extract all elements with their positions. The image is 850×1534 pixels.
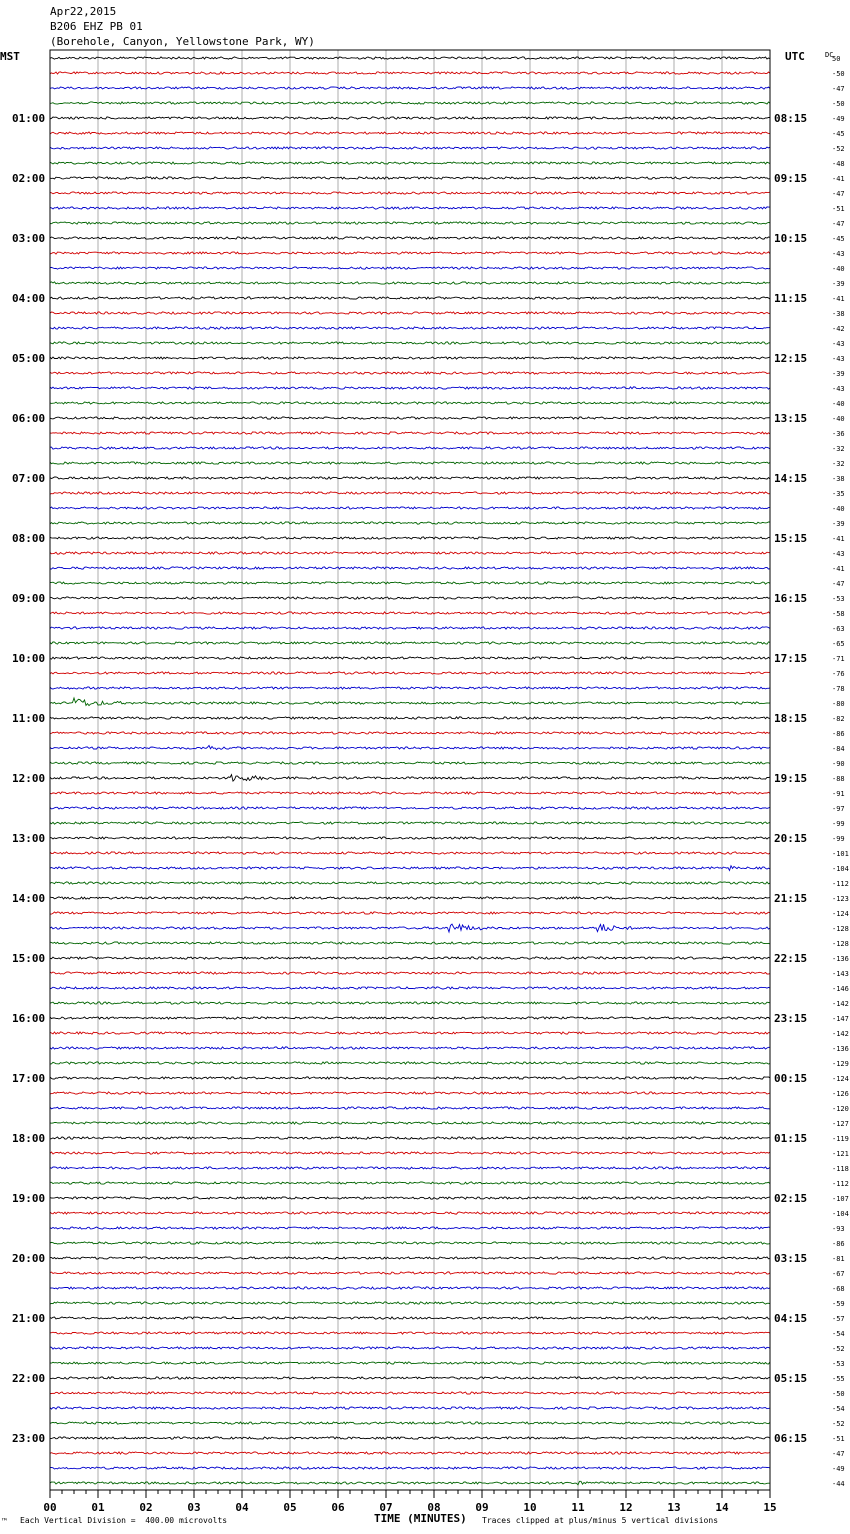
dc-offset-label: -43 <box>832 385 845 393</box>
left-hour-label: 22:00 <box>12 1372 46 1385</box>
header-station: B206 EHZ PB 01 <box>50 20 143 33</box>
dc-offset-label: -124 <box>832 1075 849 1083</box>
trace-row-46 <box>50 746 770 750</box>
trace-row-33 <box>50 552 770 554</box>
left-hour-label: 15:00 <box>12 952 46 965</box>
x-tick-label: 08 <box>427 1501 441 1514</box>
trace-row-92 <box>50 1437 770 1439</box>
dc-offset-label: -65 <box>832 640 845 648</box>
dc-offset-label: -47 <box>832 580 845 588</box>
right-hour-label: 04:15 <box>774 1312 808 1325</box>
trace-row-28 <box>50 477 770 479</box>
x-tick-label: 11 <box>571 1501 585 1514</box>
x-tick-label: 12 <box>619 1501 633 1514</box>
trace-row-26 <box>50 447 770 449</box>
left-hour-label: 01:00 <box>12 112 46 125</box>
trace-row-68 <box>50 1077 770 1079</box>
dc-offset-label: -54 <box>832 1405 845 1413</box>
trace-rows <box>50 57 770 1485</box>
left-timezone-label: MST <box>0 50 20 63</box>
right-hour-label: 05:15 <box>774 1372 808 1385</box>
right-hour-label: 12:15 <box>774 352 808 365</box>
dc-offset-label: -71 <box>832 655 845 663</box>
trace-row-23 <box>50 402 770 404</box>
dc-offset-label: -52 <box>832 1345 845 1353</box>
trace-row-18 <box>50 327 770 329</box>
right-hour-label: 13:15 <box>774 412 808 425</box>
left-hour-label: 18:00 <box>12 1132 46 1145</box>
dc-offset-label: -55 <box>832 1375 845 1383</box>
left-hour-label: 07:00 <box>12 472 46 485</box>
trace-row-20 <box>50 357 770 359</box>
left-hour-label: 20:00 <box>12 1252 46 1265</box>
right-hour-label: 09:15 <box>774 172 808 185</box>
trace-row-40 <box>50 657 770 659</box>
left-hour-label: 19:00 <box>12 1192 46 1205</box>
dc-offset-label: -91 <box>832 790 845 798</box>
dc-offset-label: 50 <box>832 55 841 63</box>
left-hour-label: 21:00 <box>12 1312 46 1325</box>
dc-offset-label: -104 <box>832 1210 849 1218</box>
trace-row-41 <box>50 672 770 674</box>
trace-row-56 <box>50 897 770 899</box>
trace-row-11 <box>50 222 770 224</box>
left-hour-label: 05:00 <box>12 352 46 365</box>
trace-row-60 <box>50 957 770 959</box>
right-timezone-label: UTC <box>785 50 805 63</box>
trace-row-1 <box>50 72 770 74</box>
dc-offset-label: -43 <box>832 250 845 258</box>
dc-offset-label: -47 <box>832 85 845 93</box>
dc-offset-label: -81 <box>832 1255 845 1263</box>
dc-offset-label: -143 <box>832 970 849 978</box>
trace-row-27 <box>50 462 770 464</box>
trace-row-42 <box>50 687 770 689</box>
trace-row-89 <box>50 1392 770 1394</box>
left-hour-label: 03:00 <box>12 232 46 245</box>
left-hour-label: 23:00 <box>12 1432 46 1445</box>
x-tick-label: 07 <box>379 1501 393 1514</box>
trace-row-52 <box>50 837 770 839</box>
dc-offset-label: -45 <box>832 235 845 243</box>
footer-mark: ™ <box>2 1517 7 1526</box>
trace-row-65 <box>50 1032 770 1034</box>
trace-row-29 <box>50 492 770 494</box>
trace-row-14 <box>50 267 770 269</box>
left-hour-label: 14:00 <box>12 892 46 905</box>
dc-offset-label: -49 <box>832 1465 845 1473</box>
x-tick-label: 04 <box>235 1501 249 1514</box>
dc-offset-label: -51 <box>832 205 845 213</box>
dc-offset-label: -52 <box>832 145 845 153</box>
trace-row-85 <box>50 1332 770 1334</box>
dc-offset-label: -128 <box>832 925 849 933</box>
trace-row-30 <box>50 507 770 509</box>
trace-row-3 <box>50 102 770 104</box>
trace-row-4 <box>50 117 770 119</box>
dc-offset-label: -40 <box>832 505 845 513</box>
dc-offset-label: -41 <box>832 565 845 573</box>
x-tick-label: 10 <box>523 1501 537 1514</box>
trace-row-80 <box>50 1257 770 1259</box>
dc-offset-label: -120 <box>832 1105 849 1113</box>
trace-row-16 <box>50 297 770 299</box>
trace-row-47 <box>50 762 770 764</box>
trace-row-9 <box>50 192 770 194</box>
trace-row-55 <box>50 882 770 884</box>
trace-row-25 <box>50 432 770 434</box>
trace-row-93 <box>50 1452 770 1454</box>
dc-offset-label: -63 <box>832 625 845 633</box>
dc-offset-label: -67 <box>832 1270 845 1278</box>
dc-offset-label: -43 <box>832 340 845 348</box>
dc-offset-label: -49 <box>832 115 845 123</box>
footer-clip-note: Traces clipped at plus/minus 5 vertical divisions <box>482 1516 719 1525</box>
right-hour-label: 16:15 <box>774 592 808 605</box>
dc-offset-label: -136 <box>832 955 849 963</box>
dc-offset-label: -32 <box>832 460 845 468</box>
left-hour-label: 13:00 <box>12 832 46 845</box>
dc-offset-label: -101 <box>832 850 849 858</box>
header-location: (Borehole, Canyon, Yellowstone Park, WY) <box>50 35 315 48</box>
right-hour-label: 15:15 <box>774 532 808 545</box>
dc-offset-label: -86 <box>832 730 845 738</box>
dc-offset-label: -38 <box>832 475 845 483</box>
dc-offset-label: -54 <box>832 1330 845 1338</box>
dc-offset-label: -58 <box>832 610 845 618</box>
dc-offset-label: -47 <box>832 1450 845 1458</box>
trace-row-72 <box>50 1137 770 1139</box>
trace-row-59 <box>50 942 770 944</box>
trace-row-95 <box>50 1481 770 1485</box>
trace-row-58 <box>50 924 770 932</box>
right-hour-label: 18:15 <box>774 712 808 725</box>
dc-offset-label: -44 <box>832 1480 845 1488</box>
dc-offset-label: -146 <box>832 985 849 993</box>
trace-row-45 <box>50 732 770 734</box>
trace-row-31 <box>50 522 770 524</box>
dc-offset-label: -48 <box>832 160 845 168</box>
trace-row-71 <box>50 1122 770 1124</box>
dc-offset-label: -90 <box>832 760 845 768</box>
right-hour-label: 21:15 <box>774 892 808 905</box>
time-grid <box>98 50 722 1490</box>
dc-offset-label: -112 <box>832 880 849 888</box>
trace-row-87 <box>50 1362 770 1364</box>
trace-row-90 <box>50 1407 770 1409</box>
trace-row-5 <box>50 132 770 134</box>
right-hour-label: 22:15 <box>774 952 808 965</box>
trace-row-32 <box>50 537 770 539</box>
dc-offset-label: -142 <box>832 1000 849 1008</box>
trace-row-54 <box>50 866 770 871</box>
x-tick-label: 05 <box>283 1501 297 1514</box>
trace-row-64 <box>50 1017 770 1019</box>
trace-row-6 <box>50 147 770 149</box>
trace-row-91 <box>50 1422 770 1424</box>
x-tick-label: 02 <box>139 1501 153 1514</box>
left-hour-label: 04:00 <box>12 292 46 305</box>
dc-offset-label: -52 <box>832 1420 845 1428</box>
left-hour-label: 06:00 <box>12 412 46 425</box>
trace-row-2 <box>50 87 770 89</box>
dc-offset-label: -42 <box>832 325 845 333</box>
dc-offset-label: -80 <box>832 700 845 708</box>
header-date: Apr22,2015 <box>50 5 117 18</box>
dc-offset-label: -40 <box>832 400 845 408</box>
trace-row-12 <box>50 237 770 239</box>
trace-row-0 <box>50 57 770 59</box>
x-tick-label: 00 <box>43 1501 57 1514</box>
dc-offset-label: -107 <box>832 1195 849 1203</box>
trace-row-51 <box>50 822 770 824</box>
right-hour-label: 14:15 <box>774 472 808 485</box>
trace-row-76 <box>50 1197 770 1199</box>
x-tick-label: 15 <box>763 1501 777 1514</box>
dc-offset-label: -36 <box>832 430 845 438</box>
dc-offset-label: -47 <box>832 190 845 198</box>
dc-offset-label: -53 <box>832 595 845 603</box>
dc-offset-label: -78 <box>832 685 845 693</box>
dc-offset-label: -43 <box>832 550 845 558</box>
right-hour-label: 23:15 <box>774 1012 808 1025</box>
dc-offset-label: -45 <box>832 130 845 138</box>
trace-row-86 <box>50 1347 770 1349</box>
dc-offset-label: -39 <box>832 280 845 288</box>
dc-offset-label: -93 <box>832 1225 845 1233</box>
trace-row-13 <box>50 252 770 254</box>
right-hour-label: 03:15 <box>774 1252 808 1265</box>
trace-row-62 <box>50 987 770 989</box>
dc-offset-label: -35 <box>832 490 845 498</box>
dc-offset-label: -99 <box>832 835 845 843</box>
left-hour-label: 11:00 <box>12 712 46 725</box>
right-hour-label: 11:15 <box>774 292 808 305</box>
dc-offset-label: -104 <box>832 865 849 873</box>
dc-offset-label: -136 <box>832 1045 849 1053</box>
footer-scale-note: Each Vertical Division = 400.00 microvolts <box>20 1516 228 1525</box>
left-hour-label: 10:00 <box>12 652 46 665</box>
trace-row-79 <box>50 1242 770 1244</box>
right-hour-label: 08:15 <box>774 112 808 125</box>
trace-row-81 <box>50 1272 770 1274</box>
trace-row-37 <box>50 612 770 614</box>
trace-row-38 <box>50 627 770 629</box>
dc-offset-label: -126 <box>832 1090 849 1098</box>
dc-offset-label: -40 <box>832 265 845 273</box>
trace-row-77 <box>50 1212 770 1214</box>
dc-offset-label: -112 <box>832 1180 849 1188</box>
dc-offset-label: -57 <box>832 1315 845 1323</box>
trace-row-48 <box>50 775 770 782</box>
trace-row-43 <box>50 698 770 706</box>
left-hour-label: 02:00 <box>12 172 46 185</box>
dc-offset-label: -88 <box>832 775 845 783</box>
x-tick-label: 13 <box>667 1501 681 1514</box>
trace-row-34 <box>50 567 770 569</box>
trace-row-63 <box>50 1002 770 1004</box>
left-hour-label: 09:00 <box>12 592 46 605</box>
left-hour-label: 08:00 <box>12 532 46 545</box>
plot-frame <box>50 50 770 1490</box>
trace-row-17 <box>50 312 770 314</box>
trace-row-39 <box>50 642 770 644</box>
x-axis <box>43 1490 776 1514</box>
trace-row-74 <box>50 1167 770 1169</box>
dc-offset-label: -39 <box>832 370 845 378</box>
trace-row-49 <box>50 792 770 794</box>
trace-row-61 <box>50 972 770 974</box>
right-hour-label: 00:15 <box>774 1072 808 1085</box>
trace-row-83 <box>50 1302 770 1304</box>
dc-offset-label: -50 <box>832 70 845 78</box>
dc-offset-label: -121 <box>832 1150 849 1158</box>
trace-row-19 <box>50 342 770 344</box>
trace-row-24 <box>50 417 770 419</box>
dc-offset-label: -39 <box>832 520 845 528</box>
trace-row-7 <box>50 162 770 164</box>
trace-row-75 <box>50 1182 770 1184</box>
dc-offset-label: -84 <box>832 745 845 753</box>
trace-row-78 <box>50 1227 770 1229</box>
dc-offset-label: -43 <box>832 355 845 363</box>
trace-row-8 <box>50 177 770 179</box>
trace-row-69 <box>50 1092 770 1094</box>
trace-row-15 <box>50 282 770 284</box>
trace-row-88 <box>50 1377 770 1379</box>
dc-offset-label: -68 <box>832 1285 845 1293</box>
right-hour-label: 02:15 <box>774 1192 808 1205</box>
right-hour-label: 19:15 <box>774 772 808 785</box>
trace-row-66 <box>50 1047 770 1049</box>
dc-offset-label: -32 <box>832 445 845 453</box>
x-axis-title: TIME (MINUTES) <box>374 1512 467 1525</box>
dc-offset-label: -82 <box>832 715 845 723</box>
dc-offset-label: -129 <box>832 1060 849 1068</box>
dc-offset-label: -50 <box>832 1390 845 1398</box>
trace-row-36 <box>50 597 770 599</box>
trace-row-84 <box>50 1317 770 1319</box>
left-hour-label: 12:00 <box>12 772 46 785</box>
trace-row-35 <box>50 582 770 584</box>
dc-offset-label: -41 <box>832 295 845 303</box>
trace-row-73 <box>50 1152 770 1154</box>
dc-offset-label: -118 <box>832 1165 849 1173</box>
dc-offset-label: -97 <box>832 805 845 813</box>
trace-row-21 <box>50 372 770 374</box>
x-tick-label: 06 <box>331 1501 345 1514</box>
trace-row-57 <box>50 912 770 914</box>
trace-row-10 <box>50 207 770 209</box>
trace-row-44 <box>50 717 770 719</box>
x-tick-label: 14 <box>715 1501 729 1514</box>
dc-offset-label: -99 <box>832 820 845 828</box>
trace-row-22 <box>50 387 770 389</box>
dc-offset-label: -142 <box>832 1030 849 1038</box>
trace-row-53 <box>50 852 770 854</box>
dc-offset-label: -53 <box>832 1360 845 1368</box>
dc-offset-label: -86 <box>832 1240 845 1248</box>
x-tick-label: 01 <box>91 1501 105 1514</box>
x-tick-label: 03 <box>187 1501 201 1514</box>
dc-offset-label: -76 <box>832 670 845 678</box>
dc-offset-label: -51 <box>832 1435 845 1443</box>
right-hour-label: 01:15 <box>774 1132 808 1145</box>
left-hour-label: 17:00 <box>12 1072 46 1085</box>
dc-offset-label: -127 <box>832 1120 849 1128</box>
trace-row-50 <box>50 807 770 809</box>
dc-offset-label: -47 <box>832 220 845 228</box>
dc-column-label: DC <box>825 51 834 59</box>
trace-row-82 <box>50 1287 770 1289</box>
right-hour-label: 06:15 <box>774 1432 808 1445</box>
dc-offset-label: -41 <box>832 175 845 183</box>
dc-offset-label: -147 <box>832 1015 849 1023</box>
dc-offset-label: -123 <box>832 895 849 903</box>
dc-offset-label: -124 <box>832 910 849 918</box>
trace-row-94 <box>50 1467 770 1469</box>
trace-row-67 <box>50 1062 770 1064</box>
right-hour-label: 20:15 <box>774 832 808 845</box>
trace-row-70 <box>50 1107 770 1109</box>
dc-offset-label: -38 <box>832 310 845 318</box>
dc-offset-label: -50 <box>832 100 845 108</box>
right-hour-label: 17:15 <box>774 652 808 665</box>
dc-offset-label: -59 <box>832 1300 845 1308</box>
dc-offset-label: -128 <box>832 940 849 948</box>
dc-offset-label: -119 <box>832 1135 849 1143</box>
left-hour-label: 16:00 <box>12 1012 46 1025</box>
x-tick-label: 09 <box>475 1501 489 1514</box>
dc-offset-label: -41 <box>832 535 845 543</box>
right-hour-label: 10:15 <box>774 232 808 245</box>
dc-offset-label: -40 <box>832 415 845 423</box>
